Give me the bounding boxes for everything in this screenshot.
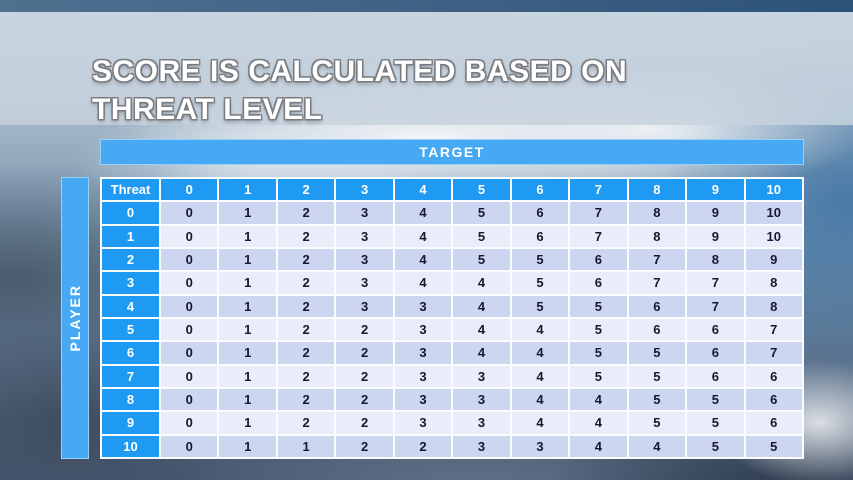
column-header-7: 7	[570, 179, 626, 200]
score-cell-r9-c9: 5	[687, 412, 743, 433]
score-cell-r0-c1: 1	[219, 202, 275, 223]
row-header-10: 10	[102, 436, 159, 457]
row-header-2: 2	[102, 249, 159, 270]
target-axis-label: TARGET	[419, 144, 485, 160]
score-cell-r2-c9: 8	[687, 249, 743, 270]
score-cell-r1-c9: 9	[687, 226, 743, 247]
row-header-1: 1	[102, 226, 159, 247]
row-header-9: 9	[102, 412, 159, 433]
score-cell-r9-c1: 1	[219, 412, 275, 433]
slide-title-line1: SCORE IS CALCULATED BASED ON	[92, 55, 628, 89]
score-cell-r8-c6: 4	[512, 389, 568, 410]
score-cell-r4-c4: 3	[395, 296, 451, 317]
score-cell-r5-c3: 2	[336, 319, 392, 340]
score-cell-r3-c8: 7	[629, 272, 685, 293]
score-cell-r4-c2: 2	[278, 296, 334, 317]
score-cell-r0-c8: 8	[629, 202, 685, 223]
score-cell-r9-c4: 3	[395, 412, 451, 433]
score-cell-r6-c7: 5	[570, 342, 626, 363]
score-cell-r10-c1: 1	[219, 436, 275, 457]
player-axis-bar	[61, 177, 89, 459]
row-header-0: 0	[102, 202, 159, 223]
column-header-8: 8	[629, 179, 685, 200]
column-header-4: 4	[395, 179, 451, 200]
score-cell-r2-c2: 2	[278, 249, 334, 270]
score-cell-r6-c8: 5	[629, 342, 685, 363]
score-cell-r1-c10: 10	[746, 226, 802, 247]
column-header-2: 2	[278, 179, 334, 200]
score-cell-r5-c5: 4	[453, 319, 509, 340]
score-cell-r1-c4: 4	[395, 226, 451, 247]
score-cell-r7-c0: 0	[161, 366, 217, 387]
score-cell-r9-c0: 0	[161, 412, 217, 433]
score-cell-r6-c2: 2	[278, 342, 334, 363]
column-header-3: 3	[336, 179, 392, 200]
score-cell-r7-c10: 6	[746, 366, 802, 387]
score-cell-r3-c10: 8	[746, 272, 802, 293]
score-cell-r0-c7: 7	[570, 202, 626, 223]
player-axis-label: PLAYER	[67, 284, 83, 352]
score-cell-r5-c4: 3	[395, 319, 451, 340]
column-header-1: 1	[219, 179, 275, 200]
score-cell-r6-c5: 4	[453, 342, 509, 363]
score-cell-r8-c10: 6	[746, 389, 802, 410]
score-cell-r9-c7: 4	[570, 412, 626, 433]
score-cell-r0-c10: 10	[746, 202, 802, 223]
score-cell-r3-c0: 0	[161, 272, 217, 293]
score-cell-r1-c7: 7	[570, 226, 626, 247]
score-cell-r0-c6: 6	[512, 202, 568, 223]
score-cell-r4-c0: 0	[161, 296, 217, 317]
column-header-5: 5	[453, 179, 509, 200]
score-cell-r8-c8: 5	[629, 389, 685, 410]
score-cell-r9-c3: 2	[336, 412, 392, 433]
score-cell-r4-c8: 6	[629, 296, 685, 317]
score-cell-r2-c8: 7	[629, 249, 685, 270]
score-cell-r6-c10: 7	[746, 342, 802, 363]
score-cell-r3-c1: 1	[219, 272, 275, 293]
score-cell-r9-c10: 6	[746, 412, 802, 433]
column-header-6: 6	[512, 179, 568, 200]
score-cell-r1-c5: 5	[453, 226, 509, 247]
score-cell-r0-c4: 4	[395, 202, 451, 223]
score-cell-r6-c6: 4	[512, 342, 568, 363]
score-cell-r1-c3: 3	[336, 226, 392, 247]
score-cell-r7-c9: 6	[687, 366, 743, 387]
score-cell-r1-c6: 6	[512, 226, 568, 247]
score-cell-r10-c4: 2	[395, 436, 451, 457]
score-cell-r4-c1: 1	[219, 296, 275, 317]
top-sky-strip	[0, 0, 853, 12]
score-cell-r7-c7: 5	[570, 366, 626, 387]
column-header-0: 0	[161, 179, 217, 200]
score-cell-r8-c5: 3	[453, 389, 509, 410]
score-cell-r2-c0: 0	[161, 249, 217, 270]
target-axis-bar	[100, 139, 804, 165]
score-cell-r9-c8: 5	[629, 412, 685, 433]
score-cell-r6-c9: 6	[687, 342, 743, 363]
score-cell-r3-c9: 7	[687, 272, 743, 293]
score-cell-r0-c3: 3	[336, 202, 392, 223]
score-cell-r7-c4: 3	[395, 366, 451, 387]
score-cell-r7-c3: 2	[336, 366, 392, 387]
score-cell-r5-c0: 0	[161, 319, 217, 340]
score-cell-r0-c9: 9	[687, 202, 743, 223]
score-cell-r3-c7: 6	[570, 272, 626, 293]
score-cell-r10-c0: 0	[161, 436, 217, 457]
score-cell-r5-c9: 6	[687, 319, 743, 340]
score-cell-r6-c0: 0	[161, 342, 217, 363]
score-cell-r5-c2: 2	[278, 319, 334, 340]
score-cell-r3-c6: 5	[512, 272, 568, 293]
score-cell-r2-c3: 3	[336, 249, 392, 270]
score-cell-r2-c10: 9	[746, 249, 802, 270]
score-cell-r2-c6: 5	[512, 249, 568, 270]
row-header-6: 6	[102, 342, 159, 363]
slide-title	[92, 53, 772, 129]
score-cell-r10-c10: 5	[746, 436, 802, 457]
score-cell-r8-c4: 3	[395, 389, 451, 410]
score-cell-r0-c0: 0	[161, 202, 217, 223]
score-cell-r2-c5: 5	[453, 249, 509, 270]
score-cell-r6-c4: 3	[395, 342, 451, 363]
row-header-3: 3	[102, 272, 159, 293]
score-cell-r7-c8: 5	[629, 366, 685, 387]
row-header-8: 8	[102, 389, 159, 410]
score-cell-r4-c3: 3	[336, 296, 392, 317]
score-cell-r4-c5: 4	[453, 296, 509, 317]
table-corner-threat-label: Threat	[102, 179, 159, 200]
score-cell-r2-c1: 1	[219, 249, 275, 270]
score-cell-r10-c9: 5	[687, 436, 743, 457]
score-cell-r5-c8: 6	[629, 319, 685, 340]
score-cell-r1-c0: 0	[161, 226, 217, 247]
score-cell-r6-c3: 2	[336, 342, 392, 363]
score-cell-r4-c10: 8	[746, 296, 802, 317]
score-cell-r6-c1: 1	[219, 342, 275, 363]
score-cell-r8-c3: 2	[336, 389, 392, 410]
score-cell-r10-c7: 4	[570, 436, 626, 457]
score-cell-r9-c2: 2	[278, 412, 334, 433]
score-cell-r4-c9: 7	[687, 296, 743, 317]
score-cell-r3-c2: 2	[278, 272, 334, 293]
score-cell-r4-c6: 5	[512, 296, 568, 317]
score-cell-r1-c8: 8	[629, 226, 685, 247]
score-cell-r3-c3: 3	[336, 272, 392, 293]
row-header-4: 4	[102, 296, 159, 317]
row-header-5: 5	[102, 319, 159, 340]
score-cell-r7-c6: 4	[512, 366, 568, 387]
row-header-7: 7	[102, 366, 159, 387]
score-cell-r3-c4: 4	[395, 272, 451, 293]
score-cell-r8-c0: 0	[161, 389, 217, 410]
score-cell-r4-c7: 5	[570, 296, 626, 317]
score-cell-r2-c7: 6	[570, 249, 626, 270]
score-cell-r1-c1: 1	[219, 226, 275, 247]
score-table	[100, 177, 804, 459]
score-cell-r10-c8: 4	[629, 436, 685, 457]
score-cell-r7-c2: 2	[278, 366, 334, 387]
score-cell-r7-c1: 1	[219, 366, 275, 387]
score-cell-r7-c5: 3	[453, 366, 509, 387]
score-cell-r8-c9: 5	[687, 389, 743, 410]
score-cell-r10-c2: 1	[278, 436, 334, 457]
score-cell-r8-c1: 1	[219, 389, 275, 410]
score-cell-r3-c5: 4	[453, 272, 509, 293]
score-cell-r8-c7: 4	[570, 389, 626, 410]
score-cell-r2-c4: 4	[395, 249, 451, 270]
score-cell-r1-c2: 2	[278, 226, 334, 247]
score-cell-r5-c7: 5	[570, 319, 626, 340]
score-cell-r5-c10: 7	[746, 319, 802, 340]
score-cell-r10-c5: 3	[453, 436, 509, 457]
score-cell-r9-c6: 4	[512, 412, 568, 433]
slide-title-line2: THREAT LEVEL	[92, 93, 323, 127]
column-header-9: 9	[687, 179, 743, 200]
score-cell-r10-c6: 3	[512, 436, 568, 457]
score-cell-r5-c1: 1	[219, 319, 275, 340]
score-cell-r5-c6: 4	[512, 319, 568, 340]
score-cell-r0-c2: 2	[278, 202, 334, 223]
score-cell-r10-c3: 2	[336, 436, 392, 457]
score-cell-r8-c2: 2	[278, 389, 334, 410]
score-cell-r9-c5: 3	[453, 412, 509, 433]
score-cell-r0-c5: 5	[453, 202, 509, 223]
column-header-10: 10	[746, 179, 802, 200]
